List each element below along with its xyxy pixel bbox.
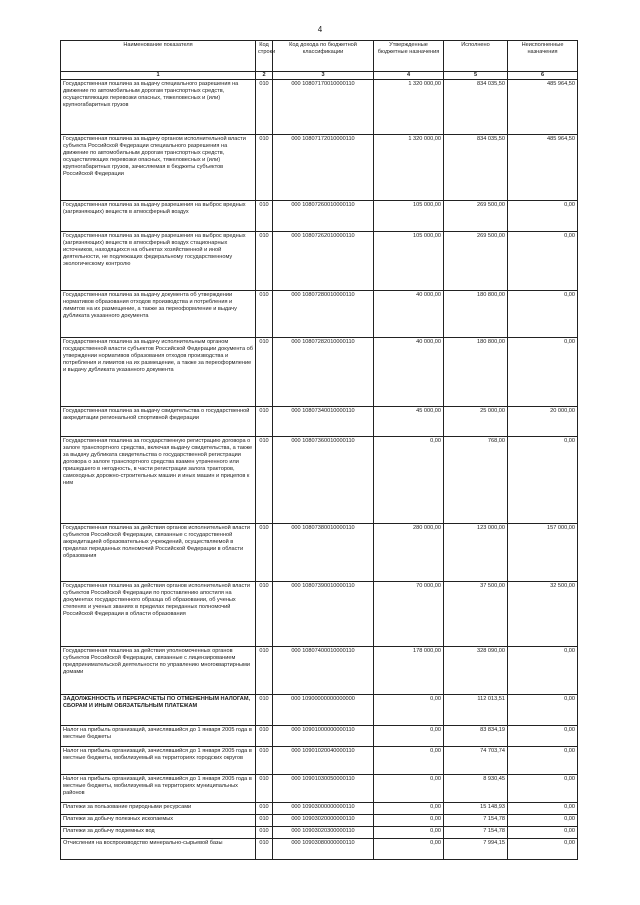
table-row xyxy=(61,747,578,775)
table-row xyxy=(61,338,578,407)
cell-indicator-name: Налог на прибыль организаций, зачислявшийся до 1 января 2005 года в местные бюджеты xyxy=(61,726,256,747)
header-approved: Утвержденные бюджетные назначения xyxy=(374,41,444,72)
cell-line-code: 010 xyxy=(256,80,273,135)
cell-remaining: 0,00 xyxy=(508,815,578,827)
column-index-row xyxy=(61,72,578,80)
table-row xyxy=(61,839,578,860)
column-index: 5 xyxy=(444,72,508,80)
header-remaining: Неисполненные назначения xyxy=(508,41,578,72)
cell-executed: 83 834,19 xyxy=(444,726,508,747)
cell-approved: 0,00 xyxy=(374,747,444,775)
cell-line-code: 010 xyxy=(256,135,273,201)
cell-income-code: 000 10807172010000110 xyxy=(273,135,374,201)
table-row xyxy=(61,815,578,827)
cell-approved: 1 320 000,00 xyxy=(374,135,444,201)
table-header-row xyxy=(61,41,578,72)
cell-income-code: 000 10903020300000110 xyxy=(273,827,374,839)
cell-approved: 178 000,00 xyxy=(374,647,444,695)
cell-indicator-name: Государственная пошлина за выдачу разрешения на выброс вредных (загрязняющих) веществ в атмосферный воздух xyxy=(61,201,256,232)
table-row xyxy=(61,524,578,582)
cell-income-code: 000 10901020040000110 xyxy=(273,747,374,775)
cell-indicator-name: Государственная пошлина за выдачу органом исполнительной власти субъекта Российской Федерации специального разрешения на движение по автомобильным дорогам транспортных средств, осуществляющих перевозки опасных, тяжеловесных и (или) крупногабаритных грузов, зачисляемая в бюджеты субъектов Российской Федерации xyxy=(61,135,256,201)
cell-remaining: 32 500,00 xyxy=(508,582,578,647)
cell-approved: 0,00 xyxy=(374,437,444,524)
cell-income-code: 000 10807390010000110 xyxy=(273,582,374,647)
cell-executed: 25 000,00 xyxy=(444,407,508,437)
cell-executed: 8 930,45 xyxy=(444,775,508,803)
cell-line-code: 010 xyxy=(256,747,273,775)
cell-executed: 123 000,00 xyxy=(444,524,508,582)
cell-executed: 112 013,51 xyxy=(444,695,508,726)
table-row xyxy=(61,695,578,726)
cell-line-code: 010 xyxy=(256,437,273,524)
cell-executed: 768,00 xyxy=(444,437,508,524)
cell-remaining: 485 964,50 xyxy=(508,135,578,201)
table-row xyxy=(61,80,578,135)
cell-indicator-name: Государственная пошлина за действия органов исполнительной власти субъектов Российской Федерации, связанные с государственной аккредитацией образовательных учреждений, осуществляемой в пределах переданных полномочий Российской Федерации в области образования xyxy=(61,524,256,582)
header-line-code: Код строки xyxy=(256,41,273,72)
cell-income-code: 000 10901000000000110 xyxy=(273,726,374,747)
cell-executed: 74 703,74 xyxy=(444,747,508,775)
cell-remaining: 0,00 xyxy=(508,647,578,695)
cell-line-code: 010 xyxy=(256,647,273,695)
table-body xyxy=(61,80,578,860)
cell-line-code: 010 xyxy=(256,839,273,860)
header-executed: Исполнено xyxy=(444,41,508,72)
cell-approved: 280 000,00 xyxy=(374,524,444,582)
cell-remaining: 0,00 xyxy=(508,803,578,815)
cell-indicator-name: Государственная пошлина за действия уполномоченных органов субъектов Российской Федерации, связанные с лицензированием предпринимательской деятельности по управлению многоквартирными домами xyxy=(61,647,256,695)
cell-indicator-name: ЗАДОЛЖЕННОСТЬ И ПЕРЕРАСЧЕТЫ ПО ОТМЕНЕННЫМ НАЛОГАМ, СБОРАМ И ИНЫМ ОБЯЗАТЕЛЬНЫМ ПЛАТЕЖАМ xyxy=(61,695,256,726)
cell-executed: 180 800,00 xyxy=(444,291,508,338)
column-index: 3 xyxy=(273,72,374,80)
cell-approved: 105 000,00 xyxy=(374,232,444,291)
cell-indicator-name: Государственная пошлина за выдачу исполнительным органом государственной власти субъектов Российской Федерации документа об утверждении нормативов образования отходов производства и потребления и лимитов на их размещение, а также за переоформление и выдачу дубликата указанного документа xyxy=(61,338,256,407)
table-row xyxy=(61,803,578,815)
cell-remaining: 0,00 xyxy=(508,695,578,726)
cell-approved: 0,00 xyxy=(374,839,444,860)
cell-line-code: 010 xyxy=(256,775,273,803)
cell-remaining: 20 000,00 xyxy=(508,407,578,437)
cell-approved: 40 000,00 xyxy=(374,291,444,338)
cell-remaining: 0,00 xyxy=(508,827,578,839)
table-row xyxy=(61,407,578,437)
cell-approved: 40 000,00 xyxy=(374,338,444,407)
cell-indicator-name: Государственная пошлина за действия органов исполнительной власти субъектов Российской Федерации по проставлению апостиля на документах государственного образца об образовании, об ученых степенях и ученых званиях в пределах переданных полномочий Российской Федерации в области образования xyxy=(61,582,256,647)
cell-line-code: 010 xyxy=(256,201,273,232)
cell-indicator-name: Налог на прибыль организаций, зачислявшийся до 1 января 2005 года в местные бюджеты, мобилизуемый на территориях городских округов xyxy=(61,747,256,775)
cell-executed: 15 148,93 xyxy=(444,803,508,815)
cell-executed: 7 994,15 xyxy=(444,839,508,860)
cell-approved: 1 320 000,00 xyxy=(374,80,444,135)
cell-executed: 7 154,78 xyxy=(444,815,508,827)
cell-indicator-name: Государственная пошлина за выдачу специального разрешения на движение по автомобильным дорогам транспортных средств, осуществляющих перевозки опасных, тяжеловесных и (или) крупногабаритных грузов xyxy=(61,80,256,135)
cell-remaining: 0,00 xyxy=(508,747,578,775)
table-row xyxy=(61,201,578,232)
cell-approved: 45 000,00 xyxy=(374,407,444,437)
cell-income-code: 000 10807400010000110 xyxy=(273,647,374,695)
cell-income-code: 000 10807260010000110 xyxy=(273,201,374,232)
cell-indicator-name: Платежи за пользование природными ресурсами xyxy=(61,803,256,815)
cell-executed: 328 090,00 xyxy=(444,647,508,695)
cell-indicator-name: Государственная пошлина за выдачу документа об утверждении нормативов образования отходов производства и потребления и лимитов на их размещение, а также за переоформление и выдачу дубликата указанного документа xyxy=(61,291,256,338)
table-row xyxy=(61,827,578,839)
cell-income-code: 000 10807380010000110 xyxy=(273,524,374,582)
cell-income-code: 000 10807170010000110 xyxy=(273,80,374,135)
cell-approved: 0,00 xyxy=(374,775,444,803)
cell-line-code: 010 xyxy=(256,815,273,827)
table-row xyxy=(61,775,578,803)
cell-indicator-name: Платежи за добычу полезных ископаемых xyxy=(61,815,256,827)
cell-remaining: 0,00 xyxy=(508,726,578,747)
table-row xyxy=(61,647,578,695)
cell-income-code: 000 10807340010000110 xyxy=(273,407,374,437)
cell-income-code: 000 10807280010000110 xyxy=(273,291,374,338)
cell-line-code: 010 xyxy=(256,232,273,291)
cell-remaining: 0,00 xyxy=(508,437,578,524)
cell-remaining: 0,00 xyxy=(508,201,578,232)
column-index: 4 xyxy=(374,72,444,80)
table-row xyxy=(61,232,578,291)
cell-indicator-name: Государственная пошлина за выдачу свидетельства о государственной аккредитации региональной спортивной федерации xyxy=(61,407,256,437)
cell-executed: 180 800,00 xyxy=(444,338,508,407)
cell-executed: 834 035,50 xyxy=(444,135,508,201)
revenue-table xyxy=(60,40,578,860)
cell-remaining: 0,00 xyxy=(508,775,578,803)
cell-line-code: 010 xyxy=(256,827,273,839)
cell-income-code: 000 10903000000000110 xyxy=(273,803,374,815)
cell-line-code: 010 xyxy=(256,803,273,815)
cell-executed: 37 500,00 xyxy=(444,582,508,647)
table-row xyxy=(61,437,578,524)
table-row xyxy=(61,135,578,201)
cell-remaining: 0,00 xyxy=(508,338,578,407)
cell-indicator-name: Отчисления на воспроизводство минерально-сырьевой базы xyxy=(61,839,256,860)
cell-income-code: 000 10903020000000110 xyxy=(273,815,374,827)
cell-approved: 0,00 xyxy=(374,815,444,827)
column-index: 1 xyxy=(61,72,256,80)
cell-remaining: 485 964,50 xyxy=(508,80,578,135)
cell-approved: 0,00 xyxy=(374,803,444,815)
cell-executed: 269 500,00 xyxy=(444,201,508,232)
cell-remaining: 157 000,00 xyxy=(508,524,578,582)
cell-income-code: 000 10807262010000110 xyxy=(273,232,374,291)
cell-line-code: 010 xyxy=(256,338,273,407)
cell-income-code: 000 10900000000000000 xyxy=(273,695,374,726)
cell-executed: 269 500,00 xyxy=(444,232,508,291)
cell-indicator-name: Государственная пошлина за государственную регистрацию договора о залоге транспортного средства, включая выдачу свидетельства, а также за выдачу дубликата свидетельства о государственной регистрации договора о залоге транспортного средства взамен утраченного или пришедшего в негодность, в части регистрации залога тракторов, самоходных дорожно-строительных машин и иных машин и прицепов к ним xyxy=(61,437,256,524)
cell-line-code: 010 xyxy=(256,582,273,647)
cell-approved: 0,00 xyxy=(374,827,444,839)
cell-line-code: 010 xyxy=(256,524,273,582)
cell-indicator-name: Государственная пошлина за выдачу разрешения на выброс вредных (загрязняющих) веществ в атмосферный воздух стационарных источников, находящихся на объектах хозяйственной и иной деятельности, не подлежащих федеральному государственному экологическому контролю xyxy=(61,232,256,291)
cell-income-code: 000 10903080000000110 xyxy=(273,839,374,860)
cell-line-code: 010 xyxy=(256,291,273,338)
cell-remaining: 0,00 xyxy=(508,232,578,291)
header-name: Наименование показателя xyxy=(61,41,256,72)
cell-income-code: 000 10807282010000110 xyxy=(273,338,374,407)
cell-approved: 0,00 xyxy=(374,695,444,726)
header-income-code: Код дохода по бюджетной классификации xyxy=(273,41,374,72)
table-row xyxy=(61,726,578,747)
cell-executed: 7 154,78 xyxy=(444,827,508,839)
table-row xyxy=(61,291,578,338)
page-number: 4 xyxy=(317,25,323,34)
table-row xyxy=(61,582,578,647)
cell-line-code: 010 xyxy=(256,726,273,747)
column-index: 6 xyxy=(508,72,578,80)
cell-approved: 0,00 xyxy=(374,726,444,747)
cell-income-code: 000 10901030050000110 xyxy=(273,775,374,803)
cell-executed: 834 035,50 xyxy=(444,80,508,135)
cell-income-code: 000 10807360010000110 xyxy=(273,437,374,524)
cell-approved: 70 000,00 xyxy=(374,582,444,647)
cell-approved: 105 000,00 xyxy=(374,201,444,232)
cell-indicator-name: Платежи за добычу подземных вод xyxy=(61,827,256,839)
cell-remaining: 0,00 xyxy=(508,839,578,860)
cell-indicator-name: Налог на прибыль организаций, зачислявшийся до 1 января 2005 года в местные бюджеты, мобилизуемый на территориях муниципальных районов xyxy=(61,775,256,803)
cell-remaining: 0,00 xyxy=(508,291,578,338)
cell-line-code: 010 xyxy=(256,695,273,726)
column-index: 2 xyxy=(256,72,273,80)
cell-line-code: 010 xyxy=(256,407,273,437)
